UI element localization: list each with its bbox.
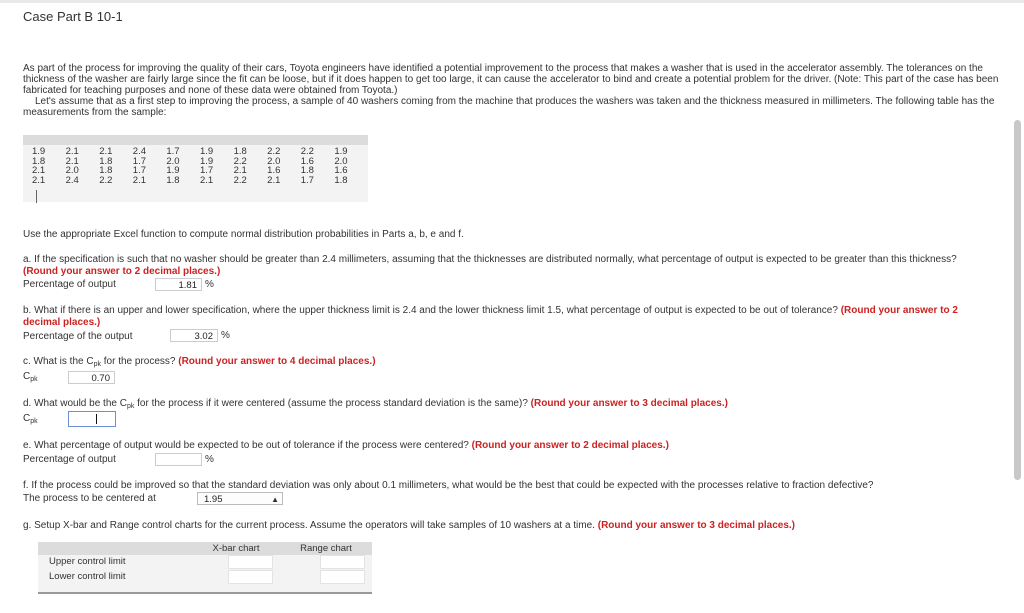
sample-cell: 2.1 — [233, 165, 247, 176]
part-d-round: (Round your answer to 3 decimal places.) — [530, 398, 728, 409]
sample-cell: 2.4 — [132, 146, 146, 157]
top-divider — [0, 0, 1024, 3]
sample-cell: 1.9 — [32, 146, 46, 157]
sample-cell: 2.2 — [267, 146, 281, 157]
case-intro — [23, 63, 1008, 118]
row-lower-control-limit: Lower control limit — [49, 571, 126, 582]
sample-cell: 2.0 — [166, 155, 180, 167]
part-a-answer-input[interactable]: 1.81 — [155, 278, 202, 291]
sample-cell: 1.6 — [267, 165, 281, 176]
part-b-unit: % — [221, 330, 230, 341]
sample-cell: 1.7 — [166, 146, 180, 157]
part-d-label: $C_{pk}$ — [23, 413, 38, 425]
part-b-answer-input[interactable]: 3.02 — [170, 329, 218, 342]
sample-cell: 2.2 — [233, 155, 247, 167]
sample-cell: 2.4 — [65, 174, 79, 186]
part-a-round: (Round your answer to 2 decimal places.) — [23, 265, 221, 277]
sample-data-table — [23, 135, 368, 202]
part-c-answer-input[interactable]: 0.70 — [68, 371, 115, 384]
part-d-suffix: for the process if it were centered (assume the process standard deviation is the same)? — [134, 398, 528, 409]
part-g-question — [23, 520, 1008, 532]
part-b-question — [23, 305, 1008, 328]
part-d-prefix: d. What would be the C — [23, 398, 127, 409]
part-c-prefix: c. What is the C — [23, 356, 94, 367]
part-c-question — [23, 356, 1008, 371]
table-divider — [36, 190, 37, 203]
part-f-label: The process to be centered at — [23, 493, 156, 504]
sample-cell: 2.1 — [267, 174, 281, 186]
part-d-sub: pk — [126, 403, 135, 410]
part-b-round-2: decimal places.) — [23, 316, 101, 328]
sample-cell: 1.6 — [334, 165, 348, 176]
sample-cell: 1.8 — [233, 146, 247, 157]
sample-row — [32, 176, 368, 186]
sample-cell: 2.0 — [334, 155, 348, 167]
select-updown-icon: ▲ — [271, 495, 279, 504]
sample-cell: 2.1 — [32, 174, 46, 186]
part-e-question — [23, 440, 1008, 452]
sample-cell: 2.1 — [65, 155, 79, 167]
part-g-round: (Round your answer to 3 decimal places.) — [597, 520, 796, 531]
sample-cell: 1.7 — [199, 165, 214, 176]
part-e-unit: % — [205, 454, 214, 465]
sample-cell: 2.1 — [99, 146, 113, 157]
sample-cell: 1.8 — [32, 155, 46, 167]
part-f-selected-value: 1.95 — [204, 494, 223, 505]
xbar-ucl-input[interactable] — [228, 555, 273, 569]
sample-cell: 2.2 — [300, 146, 314, 157]
sample-cell: 2.1 — [65, 146, 79, 157]
sample-cell: 1.8 — [300, 165, 314, 176]
sample-cell: 2.1 — [32, 165, 46, 176]
part-c-suffix: for the process? — [100, 356, 176, 367]
col-xbar-chart: X-bar chart — [212, 543, 260, 554]
sample-cell: 1.8 — [166, 174, 180, 186]
sample-cell: 2.2 — [99, 174, 113, 186]
control-chart-table — [38, 542, 372, 594]
vertical-scrollbar[interactable] — [1014, 120, 1021, 480]
part-e-label: Percentage of output — [23, 454, 116, 465]
part-c-sub: pk — [93, 361, 101, 368]
part-a-text: a. If the specification is such that no washer should be greater than 2.4 millimeters, assuming that the thicknesses are distributed normally, what percentage of output is expected to be greater than this thickness? — [23, 254, 957, 265]
text-caret — [96, 414, 97, 424]
part-b-label: Percentage of the output — [23, 331, 133, 342]
part-b-text: b. What if there is an upper and lower specification, where the upper thickness limit is 2.4 and the lower thickness limit 1.5, what percentage of output is expected to be out of tolerance? — [23, 305, 838, 316]
row-upper-control-limit: Upper control limit — [49, 556, 126, 567]
part-a-label: Percentage of output — [23, 279, 116, 290]
sample-cell: 1.8 — [334, 174, 348, 186]
part-c-round: (Round your answer to 4 decimal places.) — [178, 356, 376, 367]
part-b-round-1: (Round your answer to 2 — [840, 305, 958, 316]
sample-table-grid — [32, 147, 368, 185]
sample-cell: 1.6 — [300, 155, 314, 167]
part-a-unit: % — [205, 279, 214, 290]
part-e-round: (Round your answer to 2 decimal places.) — [471, 440, 669, 451]
part-g-text: g. Setup X-bar and Range control charts for the current process. Assume the operators will take samples of 10 washers at a time. — [23, 520, 595, 531]
sample-cell: 1.9 — [199, 155, 214, 167]
sample-cell: 1.7 — [132, 155, 146, 167]
sample-cell: 2.0 — [65, 165, 79, 176]
part-e-text: e. What percentage of output would be expected to be out of tolerance if the process were centered? — [23, 440, 469, 451]
sample-cell: 1.9 — [166, 165, 180, 176]
page-title: Case Part B 10-1 — [23, 9, 123, 24]
sample-cell: 2.1 — [199, 174, 214, 186]
sample-cell: 1.9 — [334, 146, 348, 157]
xbar-lcl-input[interactable] — [228, 570, 273, 584]
range-lcl-input[interactable] — [320, 570, 365, 584]
sample-cell: 1.7 — [300, 174, 314, 186]
range-ucl-input[interactable] — [320, 555, 365, 569]
part-f-question: f. If the process could be improved so that the standard deviation was only about 0.1 millimeters, what would be the best that could be expected with the processes relative to fraction defective? — [23, 480, 874, 491]
part-a-question — [23, 254, 1008, 277]
instructions: Use the appropriate Excel function to compute normal distribution probabilities in Parts a, b, e and f. — [23, 229, 464, 240]
intro-paragraph-2: Let's assume that as a first step to improving the process, a sample of 40 washers coming from the machine that produces the washers was taken and the thickness measured in millimeters. The following table has the measurements from the sample: — [23, 96, 995, 118]
part-e-answer-input[interactable] — [155, 453, 202, 466]
table-bottom-border — [38, 592, 372, 594]
part-d-answer-input[interactable] — [68, 411, 116, 427]
sample-cell: 1.8 — [99, 165, 113, 176]
sample-cell: 2.0 — [267, 155, 281, 167]
sample-cell: 1.8 — [99, 155, 113, 167]
intro-paragraph-1: As part of the process for improving the quality of their cars, Toyota engineers have identified a potential improvement to the process that makes a washer that is used in the accelerator assembly. The tolerances on the thickness of the washer are fairly large since the fit can be loose, but if it does happen to get too large, it can cause the accelerator to bind and create a potential problem for the driver. (Note: This part of the case has been fabricated for teaching purposes and none of these data were obtained from Toyota.) — [23, 63, 999, 96]
sample-cell: 2.1 — [132, 174, 146, 186]
col-range-chart: Range chart — [300, 543, 352, 554]
sample-cell: 1.7 — [132, 165, 146, 176]
sample-cell: 1.9 — [199, 146, 214, 157]
part-c-label: $C_{pk}$ — [23, 371, 38, 383]
part-d-question — [23, 398, 1008, 413]
sample-cell: 2.2 — [233, 174, 247, 186]
part-f-select[interactable] — [197, 492, 283, 505]
